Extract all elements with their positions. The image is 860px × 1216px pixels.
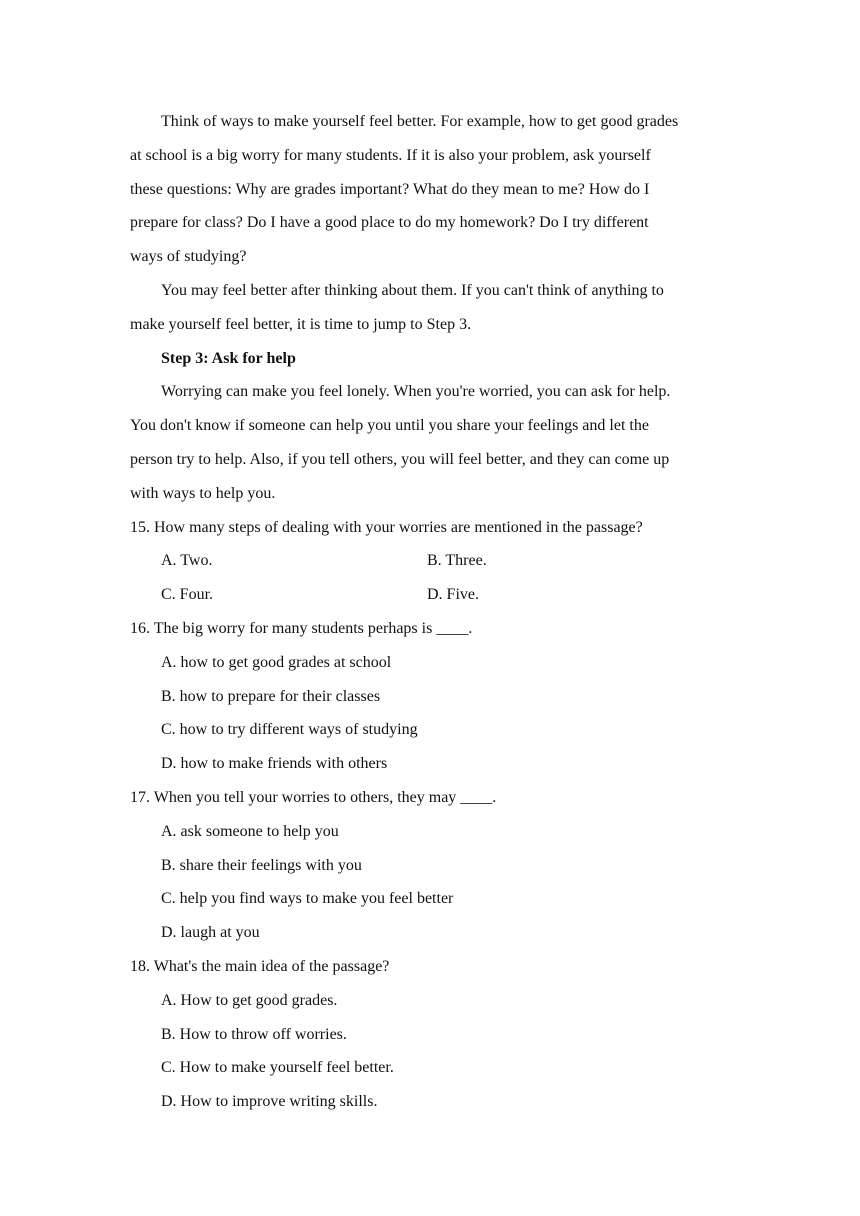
- option-c: C. Four.: [161, 586, 214, 604]
- option-row: [130, 578, 730, 612]
- paragraph-line: person try to help. Also, if you tell others, you will feel better, and they can come up: [130, 450, 670, 468]
- document-content: [130, 105, 730, 1119]
- paragraph-line: make yourself feel better, it is time to jump to Step 3.: [130, 315, 472, 333]
- passage-paragraph-1: [130, 105, 730, 274]
- question-15: [130, 511, 730, 612]
- option-b: B. how to prepare for their classes: [161, 687, 381, 705]
- option-c: C. help you find ways to make you feel better: [161, 890, 454, 908]
- option-a: A. how to get good grades at school: [161, 653, 392, 671]
- question-stem: 17. When you tell your worries to others, they may ____.: [130, 788, 497, 806]
- option-b: B. Three.: [427, 552, 487, 570]
- step3-heading: Step 3: Ask for help: [161, 349, 296, 367]
- option-a: A. Two.: [161, 552, 213, 570]
- option-a: A. ask someone to help you: [161, 822, 339, 840]
- option-d: D. How to improve writing skills.: [161, 1093, 378, 1111]
- option-d: D. Five.: [427, 586, 479, 604]
- question-stem: 16. The big worry for many students perhaps is ____.: [130, 619, 473, 637]
- question-stem: 18. What's the main idea of the passage?: [130, 957, 390, 975]
- question-17: [130, 781, 730, 950]
- paragraph-line: prepare for class? Do I have a good place to do my homework? Do I try different: [130, 214, 649, 232]
- paragraph-line: Think of ways to make yourself feel better. For example, how to get good grades: [161, 113, 679, 130]
- question-stem: 15. How many steps of dealing with your worries are mentioned in the passage?: [130, 518, 643, 536]
- question-18: [130, 950, 730, 1119]
- passage-paragraph-2: [130, 274, 730, 342]
- paragraph-line: You don't know if someone can help you until you share your feelings and let the: [130, 417, 649, 435]
- option-d: D. how to make friends with others: [161, 755, 388, 773]
- question-16: [130, 612, 730, 781]
- option-c: C. How to make yourself feel better.: [161, 1059, 394, 1077]
- passage-paragraph-3: [130, 375, 730, 510]
- paragraph-line: Worrying can make you feel lonely. When you're worried, you can ask for help.: [161, 383, 671, 401]
- paragraph-line: with ways to help you.: [130, 484, 276, 502]
- paragraph-line: ways of studying?: [130, 248, 247, 266]
- option-d: D. laugh at you: [161, 924, 260, 942]
- paragraph-line: at school is a big worry for many students. If it is also your problem, ask yourself: [130, 146, 651, 164]
- paragraph-line: these questions: Why are grades important? What do they mean to me? How do I: [130, 180, 650, 198]
- option-a: A. How to get good grades.: [161, 991, 338, 1009]
- option-b: B. share their feelings with you: [161, 856, 362, 874]
- option-b: B. How to throw off worries.: [161, 1025, 347, 1043]
- option-c: C. how to try different ways of studying: [161, 721, 418, 739]
- option-row: [130, 544, 730, 578]
- paragraph-line: You may feel better after thinking about them. If you can't think of anything to: [161, 281, 664, 299]
